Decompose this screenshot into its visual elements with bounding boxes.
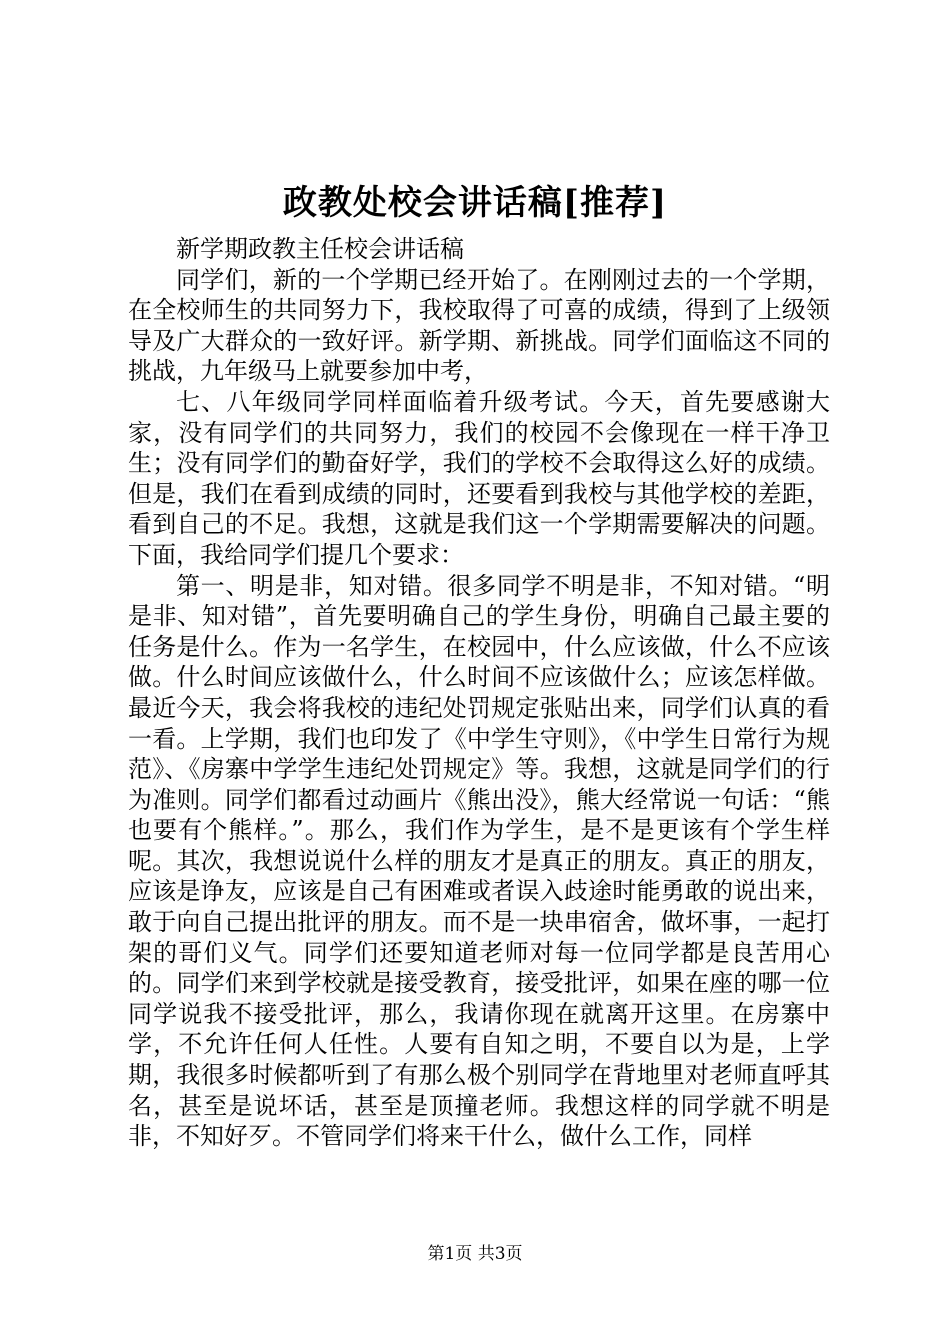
body-paragraph: 同学们，新的一个学期已经开始了。在刚刚过去的一个学期，在全校师生的共同努力下，我校取得了可喜的成绩，得到了上级领导及广大群众的一致好评。新学期、新挑战。同学们面临这不同的挑战，九年级马上就要参加中考，: [128, 265, 830, 386]
document-body: [128, 234, 830, 1152]
document-title: 政教处校会讲话稿[推荐]: [282, 183, 668, 223]
subtitle-paragraph: 新学期政教主任校会讲话稿: [176, 235, 464, 263]
body-paragraph: 第一、明是非，知对错。很多同学不明是非，不知对错。“明是非、知对错”，首先要明确自己的学生身份，明确自己最主要的任务是什么。作为一名学生，在校园中，什么应该做，什么不应该做。什么时间应该做什么，什么时间不应该做什么；应该怎样做。最近今天，我会将我校的违纪处罚规定张贴出来，同学们认真的看一看。上学期，我们也印发了《中学生守则》，《中学生日常行为规范》、《房寨中学学生违纪处罚规定》等。我想，这就是同学们的行为准则。同学们都看过动画片《熊出没》，熊大经常说一句话：“熊也要有个熊样。”。那么，我们作为学生，是不是更该有个学生样呢。其次，我想说说什么样的朋友才是真正的朋友。真正的朋友，应该是诤友，应该是自己有困难或者误入歧途时能勇敢的说出来，敢于向自己提出批评的朋友。而不是一块串宿舍，做坏事，一起打架的哥们义气。同学们还要知道老师对每一位同学都是良苦用心的。同学们来到学校就是接受教育，接受批评，如果在座的哪一位同学说我不接受批评，那么，我请你现在就离开这里。在房寨中学，不允许任何人任性。人要有自知之明，不要自以为是，上学期，我很多时候都听到了有那么极个别同学在背地里对老师直呼其名，甚至是说坏话，甚至是顶撞老师。我想这样的同学就不明是非，不知好歹。不管同学们将来干什么，做什么工作，同样: [128, 571, 830, 1151]
body-paragraph: 七、八年级同学同样面临着升级考试。今天，首先要感谢大家，没有同学们的共同努力，我们的校园不会像现在一样干净卫生；没有同学们的勤奋好学，我们的学校不会取得这么好的成绩。但是，我们在看到成绩的同时，还要看到我校与其他学校的差距，看到自己的不足。我想，这就是我们这一个学期需要解决的问题。下面，我给同学们提几个要求：: [128, 387, 830, 569]
page-number-footer: 第1页 共3页: [427, 1244, 523, 1264]
